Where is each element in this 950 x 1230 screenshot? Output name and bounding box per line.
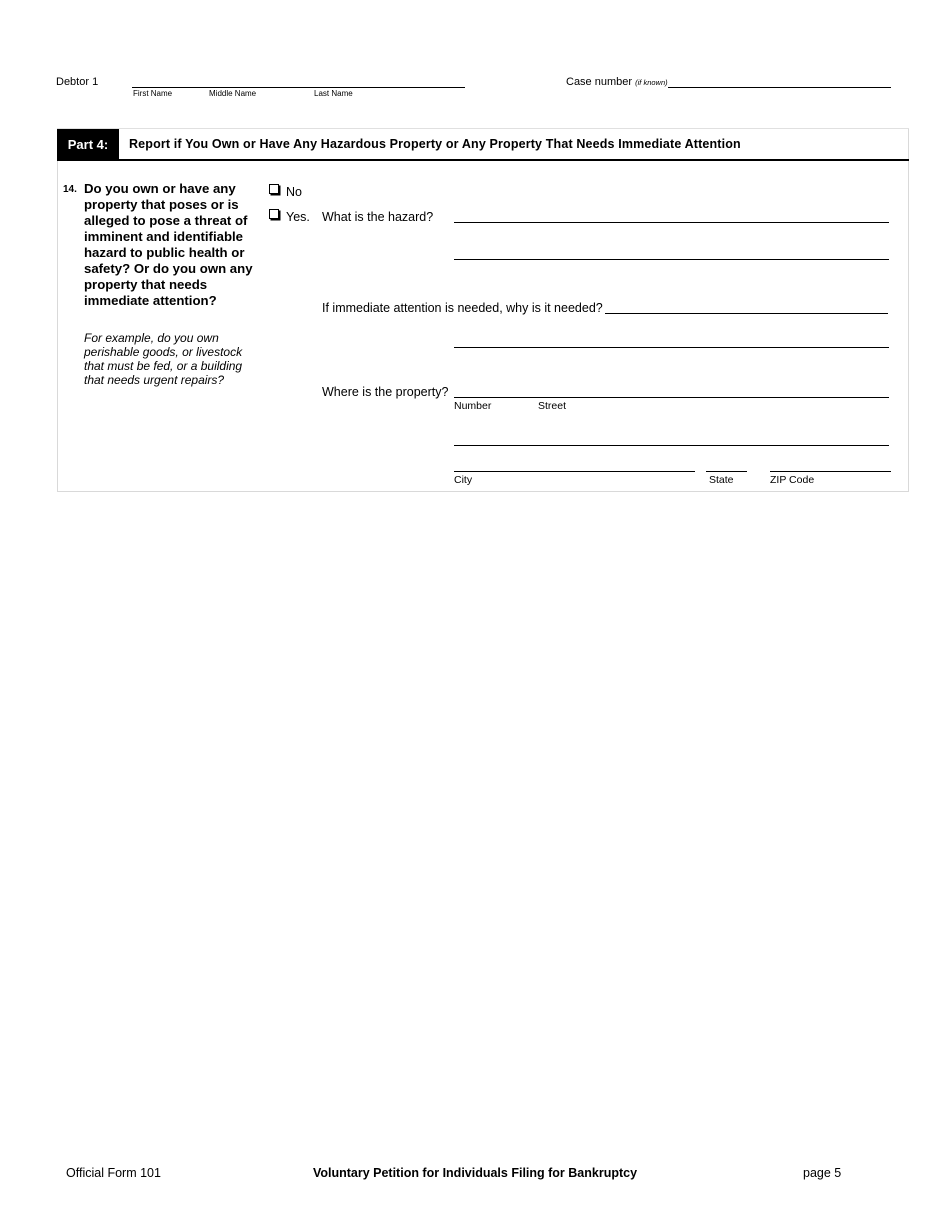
yes-option-label: Yes. [286,210,310,224]
case-number-label [566,76,668,88]
attention-field-line-2[interactable] [454,347,889,348]
attention-prompt: If immediate attention is needed, why is it needed? [322,301,603,315]
number-label: Number [454,400,492,412]
street-address-field[interactable] [454,397,889,398]
part-label-tab: Part 4: [57,129,119,160]
footer-form-name: Official Form 101 [66,1166,161,1180]
hazard-field-line-2[interactable] [454,259,889,260]
street-label: Street [538,400,567,412]
case-number-text: Case number [566,76,633,88]
first-name-label: First Name [133,89,173,98]
city-label: City [454,474,473,486]
part-header-rule [57,159,909,161]
question-number: 14. [63,184,77,195]
zip-code-field[interactable] [770,471,891,472]
yes-checkbox[interactable] [269,209,279,219]
where-prompt: Where is the property? [322,385,449,399]
middle-name-label: Middle Name [209,89,257,98]
no-checkbox[interactable] [269,184,279,194]
question-text: Do you own or have any property that poses or is alleged to pose a threat of imminent and identifiable hazard to public health or safety? Or do you own any property that needs immediate attention? [84,181,253,308]
state-field[interactable] [706,471,747,472]
no-option-label: No [286,185,302,199]
question-example: For example, do you own perishable goods, or livestock that must be fed, or a building that needs urgent repairs? [84,331,243,387]
hazard-prompt: What is the hazard? [322,210,434,224]
city-field[interactable] [454,471,695,472]
last-name-label: Last Name [314,89,353,98]
footer-title: Voluntary Petition for Individuals Filing for Bankruptcy [312,1166,638,1180]
case-number-qualifier: (if known) [635,78,668,87]
zip-code-label: ZIP Code [770,474,815,486]
debtor-name-field[interactable] [132,87,465,88]
address-line-2-field[interactable] [454,445,889,446]
attention-field-line-1[interactable] [605,313,888,314]
footer-page-number: page 5 [803,1166,842,1180]
hazard-field-line-1[interactable] [454,222,889,223]
case-number-field[interactable] [668,87,891,88]
state-label: State [709,474,734,486]
debtor-label: Debtor 1 [56,76,99,88]
part-title: Report if You Own or Have Any Hazardous Property or Any Property That Needs Immediate Attention [129,137,741,151]
part-top-rule [57,128,909,129]
